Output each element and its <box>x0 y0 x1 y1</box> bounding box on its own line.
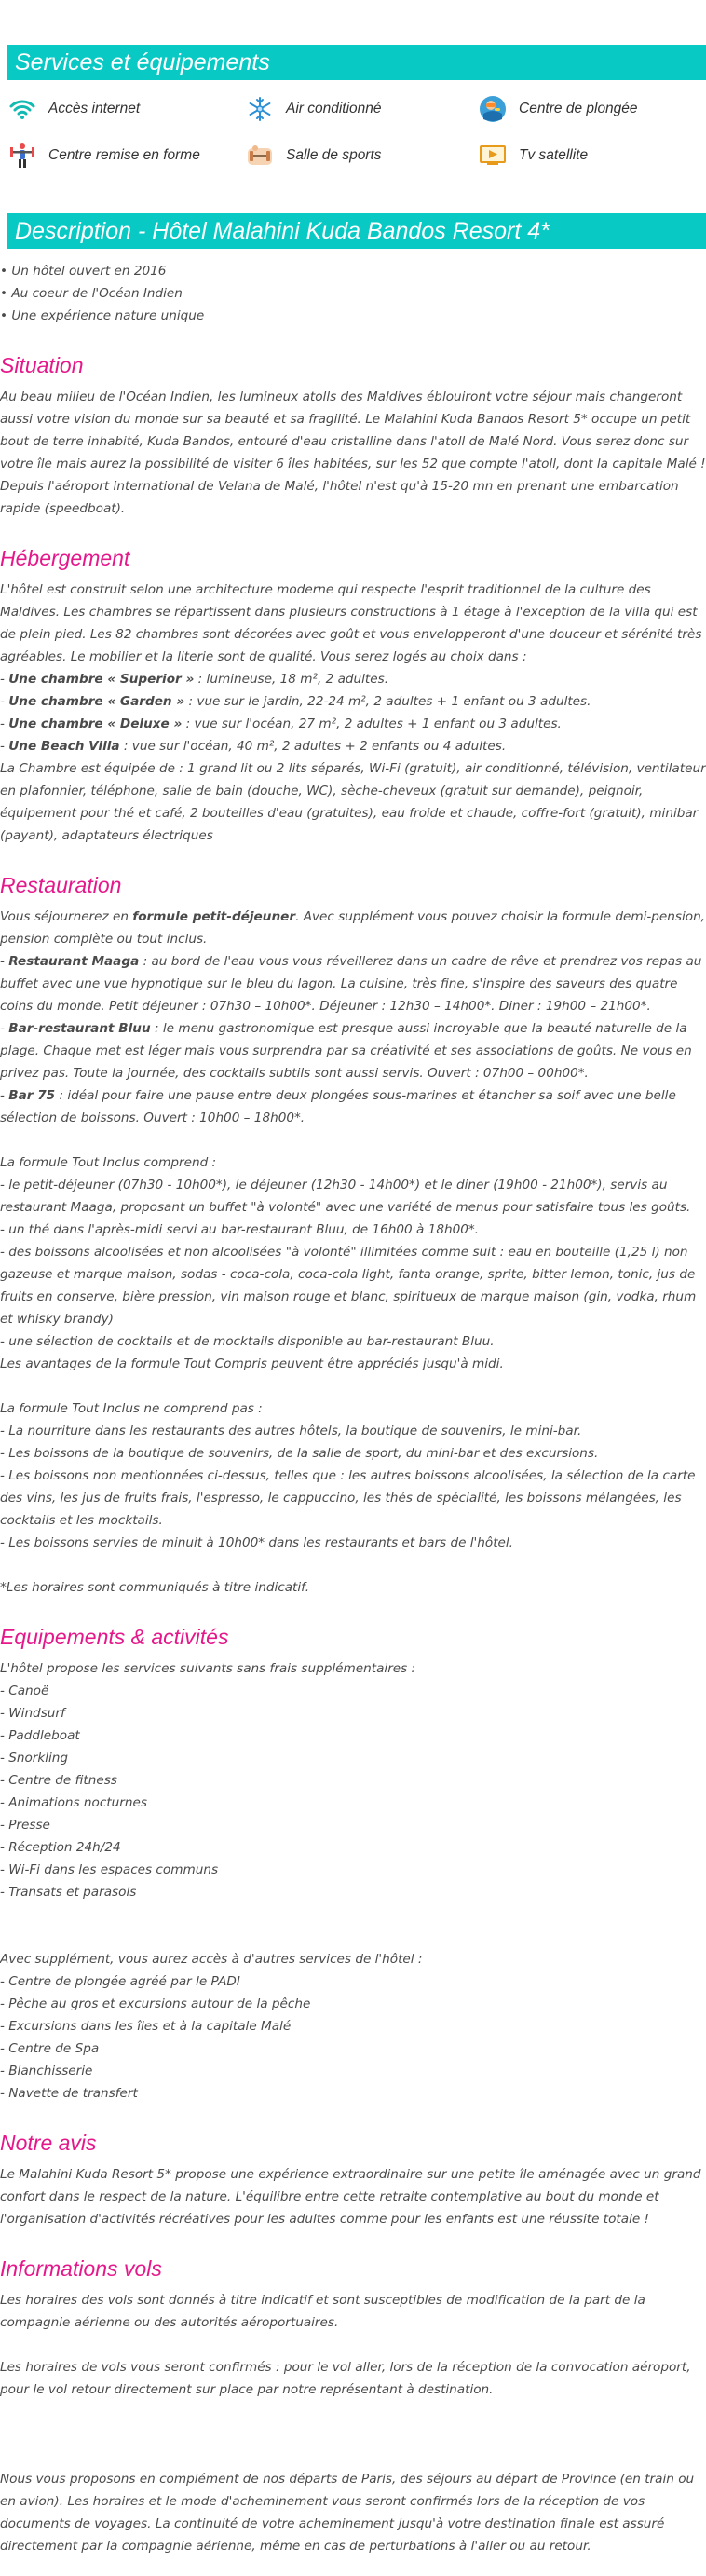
service-item-internet <box>7 95 245 123</box>
paid-service-item: - Centre de Spa <box>0 2041 100 2056</box>
paid-service-item: - Centre de plongée agréé par le PADI <box>0 1974 240 1989</box>
fitness-icon <box>7 142 37 170</box>
paid-service-item: - Blanchisserie <box>0 2064 93 2079</box>
free-service-item: - Transats et parasols <box>0 1885 137 1900</box>
services-grid <box>7 91 706 170</box>
free-service-item: - Réception 24h/24 <box>0 1840 121 1855</box>
free-service-item: - Animations nocturnes <box>0 1795 147 1810</box>
venue-item: - Restaurant Maaga : au bord de l'eau vous vous réveillerez dans un cadre de rêve et prendrez vos repas au buffet avec une vue hypnotique sur le bleu du lagon. La cuisine, très fine, s'inspire des saveurs des quatre coins du monde. Petit déjeuner : 07h30 – 10h00*. Déjeuner : 12h30 – 14h00*. Diner : 19h00 – 21h00*. <box>0 954 702 1014</box>
situation-heading: Situation <box>0 353 84 377</box>
room-name: Une chambre « Garden » <box>8 694 185 709</box>
service-label: Tv satellite <box>519 147 589 163</box>
diving-icon <box>478 95 508 123</box>
room-item: - Une chambre « Deluxe » : vue sur l'océan, 27 m², 2 adultes + 1 enfant ou 3 adultes. <box>0 716 562 731</box>
services-title: Services et équipements <box>15 49 270 75</box>
non-inclus-item: - La nourriture dans les restaurants des autres hôtels, la boutique de souvenirs, le mini-bar. <box>0 1424 582 1438</box>
service-label: Centre de plongée <box>519 101 638 116</box>
hebergement-intro: L'hôtel est construit selon une architecture moderne qui respecte l'esprit traditionnel de la culture des Maldives. Les chambres se répartissent dans plusieurs constructions à 1 étage à l'exception de la villa qui est de plein pied. Les 82 chambres sont décorées avec goût et vous envelopperont d'une douceur et sérénité très agréables. Le mobilier et la literie sont de qualité. Vous serez logés au choix dans : <box>0 582 702 664</box>
avis-text: Le Malahini Kuda Resort 5* propose une expérience extraordinaire sur une petite île aménagée avec un grand confort dans le respect de la nature. L'équilibre entre cette retraite contemplative au bout du monde et l'organisation d'activités récréatives pour les adultes comme pour les enfants est une réussite totale ! <box>0 2167 701 2227</box>
vols-text-3: Nous vous proposons en complément de nos départs de Paris, des séjours au départ de Province (en train ou en avion). Les horaires et le mode d'acheminement vous seront confirmés lors de la réception de vos documents de voyages. La continuité de votre acheminement jusqu'à votre destination finale est assuré directement par la compagnie aérienne, même en cas de perturbations à l'aller ou au retour. <box>0 2472 695 2554</box>
restauration-heading: Restauration <box>0 873 122 897</box>
room-name: Une Beach Villa <box>8 739 120 754</box>
non-inclus-item: - Les boissons servies de minuit à 10h00* dans les restaurants et bars de l'hôtel. <box>0 1535 513 1550</box>
paid-service-item: - Navette de transfert <box>0 2086 138 2101</box>
room-name: Une chambre « Superior » <box>8 672 195 687</box>
free-service-item: - Wi-Fi dans les espaces communs <box>0 1862 219 1877</box>
snowflake-icon <box>245 95 275 123</box>
description-bullets <box>0 260 706 327</box>
venue-name: Restaurant Maaga <box>8 954 140 969</box>
service-item-aircon <box>245 95 478 123</box>
venue-item: - Bar 75 : idéal pour faire une pause entre deux plongées sous-marines et étancher sa soif avec une belle sélection de boissons. Ouvert : 10h00 – 18h00*. <box>0 1088 676 1125</box>
service-item-gym <box>245 142 478 170</box>
description-banner <box>7 213 706 249</box>
inclus-item: - des boissons alcoolisées et non alcoolisées "à volonté" illimitées comme suit : eau en bouteille (1,25 l) non gazeuse et marque maison, sodas - coca-cola, coca-cola light, fanta orange, sprite, bitter lemon, tonic, jus de fruits en conserve, bière pression, vin maison rouge et blanc, spiritueux de marque maison (gin, vodka, rhum et whisky brandy) <box>0 1245 697 1327</box>
bullet-item: • Au coeur de l'Océan Indien <box>0 286 183 301</box>
room-item: - Une Beach Villa : vue sur l'océan, 40 m², 2 adultes + 2 enfants ou 4 adultes. <box>0 739 507 754</box>
non-inclus-item: - Les boissons non mentionnées ci-dessus, telles que : les autres boissons alcoolisées, la sélection de la carte des vins, les jus de fruits frais, l'espresso, le cappuccino, les thés de spécialité, les boissons mélangées, les cocktails et les mocktails. <box>0 1468 696 1528</box>
hebergement-heading: Hébergement <box>0 546 130 570</box>
dumbbell-icon <box>245 142 275 170</box>
description-title: Description - Hôtel Malahini Kuda Bandos Resort 4* <box>15 218 550 244</box>
inclus-title: La formule Tout Inclus comprend : <box>0 1155 217 1170</box>
equipements-heading: Equipements & activités <box>0 1625 229 1649</box>
vols-text-1: Les horaires des vols sont donnés à titre indicatif et sont susceptibles de modification de la part de la compagnie aérienne ou des autorités aéroportuaires. <box>0 2293 645 2330</box>
free-service-item: - Paddleboat <box>0 1728 80 1743</box>
wifi-icon <box>7 95 37 123</box>
service-item-diving <box>478 95 706 123</box>
restauration-intro: Vous séjournerez en formule petit-déjeuner. Avec supplément vous pouvez choisir la formule demi-pension, pension complète ou tout inclus. <box>0 909 706 947</box>
free-service-item: - Windsurf <box>0 1706 65 1721</box>
inclus-item: - le petit-déjeuner (07h30 - 10h00*), le déjeuner (12h30 - 14h00*) et le diner (19h00 - 21h00*), servis au restaurant Maaga, proposant un buffet "à volonté" avec une variété de menus pour satisfaire tous les goûts. <box>0 1178 691 1215</box>
paid-service-item: - Excursions dans les îles et à la capitale Malé <box>0 2019 292 2034</box>
room-name: Une chambre « Deluxe » <box>8 716 183 731</box>
venue-item: - Bar-restaurant Bluu : le menu gastronomique est presque aussi incroyable que la beauté naturelle de la plage. Chaque met est léger mais vous surprendra par sa créativité et ses associations de goûts. Ne vous en privez pas. Toute la journée, des cocktails subtils sont aussi servis. Ouvert : 07h00 – 00h00*. <box>0 1021 692 1081</box>
free-service-item: - Snorkling <box>0 1751 69 1765</box>
paid-service-item: - Pêche au gros et excursions autour de la pêche <box>0 1997 311 2011</box>
vols-text-2: Les horaires de vols vous seront confirmés : pour le vol aller, lors de la réception de la convocation aéroport, pour le vol retour directement sur place par notre représentant à destination. <box>0 2360 691 2397</box>
room-item: - Une chambre « Superior » : lumineuse, 18 m², 2 adultes. <box>0 672 389 687</box>
service-label: Salle de sports <box>286 147 382 163</box>
inclus-item: Les avantages de la formule Tout Compris peuvent être appréciés jusqu'à midi. <box>0 1356 504 1371</box>
equipements-intro: L'hôtel propose les services suivants sans frais supplémentaires : <box>0 1661 416 1676</box>
inclus-item: - un thé dans l'après-midi servi au bar-restaurant Bluu, de 16h00 à 18h00*. <box>0 1222 479 1237</box>
service-item-tv <box>478 142 706 170</box>
situation-text: Au beau milieu de l'Océan Indien, les lumineux atolls des Maldives éblouiront votre séjour mais changeront aussi votre vision du monde sur sa beauté et sa fragilité. Le Malahini Kuda Bandos Resort 5* occupe un petit bout de terre inhabité, Kuda Bandos, entouré d'eau cristalline dans l'atoll de Malé Nord. Vous serez donc sur votre île mais aurez la possibilité de visiter 6 îles habitées, sur les 52 que compte l'atoll, dont la capitale Malé ! Depuis l'aéroport international de Velana de Malé, l'hôtel n'est qu'à 15-20 mn en prenant une embarcation rapide (speedboat). <box>0 389 706 516</box>
venue-name: Bar 75 <box>8 1088 56 1103</box>
room-equipment: La Chambre est équipée de : 1 grand lit ou 2 lits séparés, Wi-Fi (gratuit), air conditionné, télévision, ventilateur en plafonnier, téléphone, salle de bain (douche, WC), sèche-cheveux (gratuit sur demande), peignoir, équipement pour thé et café, 2 bouteilles d'eau (gratuites), eau froide et chaude, coffre-fort (gratuit), minibar (payant), adaptateurs électriques <box>0 761 706 843</box>
tv-icon <box>478 142 508 170</box>
service-label: Centre remise en forme <box>48 147 200 163</box>
service-item-fitness <box>7 142 245 170</box>
bullet-item: • Une expérience nature unique <box>0 308 205 323</box>
hours-note: *Les horaires sont communiqués à titre indicatif. <box>0 1580 310 1595</box>
free-service-item: - Canoë <box>0 1683 49 1698</box>
service-label: Accès internet <box>48 101 141 116</box>
bullet-item: • Un hôtel ouvert en 2016 <box>0 264 167 279</box>
paid-intro: Avec supplément, vous aurez accès à d'autres services de l'hôtel : <box>0 1952 423 1967</box>
venue-name: Bar-restaurant Bluu <box>8 1021 151 1036</box>
non-inclus-title: La formule Tout Inclus ne comprend pas : <box>0 1401 263 1416</box>
free-service-item: - Presse <box>0 1818 50 1833</box>
non-inclus-item: - Les boissons de la boutique de souvenirs, de la salle de sport, du mini-bar et des excursions. <box>0 1446 599 1461</box>
avis-heading: Notre avis <box>0 2131 97 2155</box>
free-service-item: - Centre de fitness <box>0 1773 117 1788</box>
service-label: Air conditionné <box>286 101 382 116</box>
vols-heading: Informations vols <box>0 2256 162 2281</box>
services-banner <box>7 45 706 80</box>
room-item: - Une chambre « Garden » : vue sur le jardin, 22-24 m², 2 adultes + 1 enfant ou 3 adultes. <box>0 694 591 709</box>
inclus-item: - une sélection de cocktails et de mocktails disponible au bar-restaurant Bluu. <box>0 1334 495 1349</box>
